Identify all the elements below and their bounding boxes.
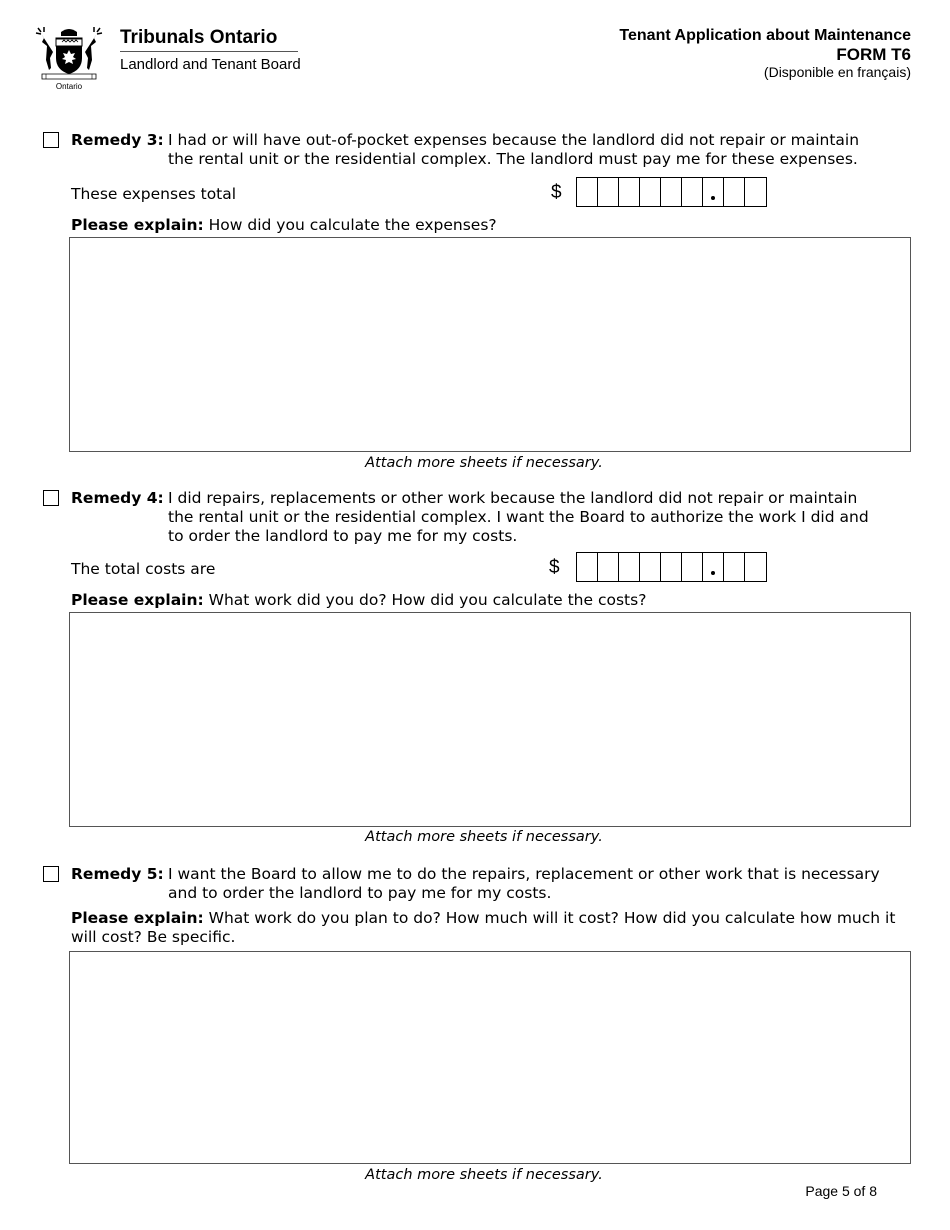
remedy4-text-line1: I did repairs, replacements or other work because the landlord did not repair or maintain [168,489,858,507]
amount-digit-cell[interactable] [703,178,724,206]
explain-bold: Please explain: [71,909,204,927]
remedy3-amount-input[interactable] [576,177,767,207]
tribunals-ontario-logo [34,24,314,94]
amount-digit-cell[interactable] [661,178,682,206]
remedy3-currency: $ [551,182,562,203]
remedy4-explanation-textarea[interactable] [69,612,911,827]
remedy4-explain-prompt [71,591,646,610]
explain-bold: Please explain: [71,591,204,609]
amount-cents-cell[interactable] [724,553,745,581]
remedy3-explanation-textarea[interactable] [69,237,911,452]
org-divider [120,51,298,52]
crest-caption: Ontario [55,82,83,91]
remedy4-attach-note: Attach more sheets if necessary. [365,829,603,845]
remedy5-explanation-textarea[interactable] [69,951,911,1164]
form-title: Tenant Application about Maintenance [619,27,911,44]
remedy3-label: Remedy 3: [71,131,164,149]
amount-digit-cell[interactable] [577,553,598,581]
amount-digit-cell[interactable] [640,553,661,581]
remedy5-explain-prompt [71,909,895,928]
explain-bold: Please explain: [71,216,204,234]
remedy3-text-line2: the rental unit or the residential complex. The landlord must pay me for these expenses. [168,150,858,168]
org-subtitle: Landlord and Tenant Board [120,56,301,73]
amount-digit-cell[interactable] [682,178,703,206]
amount-cents-cell[interactable] [745,178,766,206]
remedy4-amount-input[interactable] [576,552,767,582]
remedy4-checkbox[interactable] [43,490,59,506]
remedy5-label: Remedy 5: [71,865,164,883]
remedy3-explain-prompt [71,216,497,235]
form-language-note: (Disponible en français) [763,64,911,80]
remedy5-text-line2: and to order the landlord to pay me for my costs. [168,884,552,902]
remedy5-text-line1: I want the Board to allow me to do the repairs, replacement or other work that is necessary [168,865,880,883]
amount-digit-cell[interactable] [619,553,640,581]
page-number: Page 5 of 8 [805,1183,877,1199]
amount-digit-cell[interactable] [703,553,724,581]
remedy3-attach-note: Attach more sheets if necessary. [365,455,603,471]
remedy3-checkbox[interactable] [43,132,59,148]
amount-digit-cell[interactable] [682,553,703,581]
amount-digit-cell[interactable] [661,553,682,581]
explain-text: How did you calculate the expenses? [203,216,497,234]
remedy3-text-line1: I had or will have out-of-pocket expenses because the landlord did not repair or maintain [168,131,860,149]
amount-cents-cell[interactable] [724,178,745,206]
remedy4-text-line2: the rental unit or the residential complex. I want the Board to authorize the work I did and [168,508,869,526]
amount-digit-cell[interactable] [577,178,598,206]
form-header [619,26,911,80]
amount-digit-cell[interactable] [598,178,619,206]
remedy5-explain-line2: will cost? Be specific. [71,928,236,946]
explain-text: What work do you plan to do? How much will it cost? How did you calculate how much it [203,909,896,927]
remedy5-checkbox[interactable] [43,866,59,882]
remedy4-text-line3: to order the landlord to pay me for my costs. [168,527,518,545]
form-id: FORM T6 [836,45,911,64]
amount-cents-cell[interactable] [745,553,766,581]
amount-digit-cell[interactable] [598,553,619,581]
remedy4-currency: $ [549,557,560,578]
remedy5-attach-note: Attach more sheets if necessary. [365,1167,603,1183]
org-name: Tribunals Ontario [120,27,278,48]
amount-digit-cell[interactable] [640,178,661,206]
remedy3-amount-label: These expenses total [71,185,237,203]
explain-text: What work did you do? How did you calculate the costs? [203,591,647,609]
remedy4-amount-label: The total costs are [71,560,216,578]
amount-digit-cell[interactable] [619,178,640,206]
remedy4-label: Remedy 4: [71,489,164,507]
